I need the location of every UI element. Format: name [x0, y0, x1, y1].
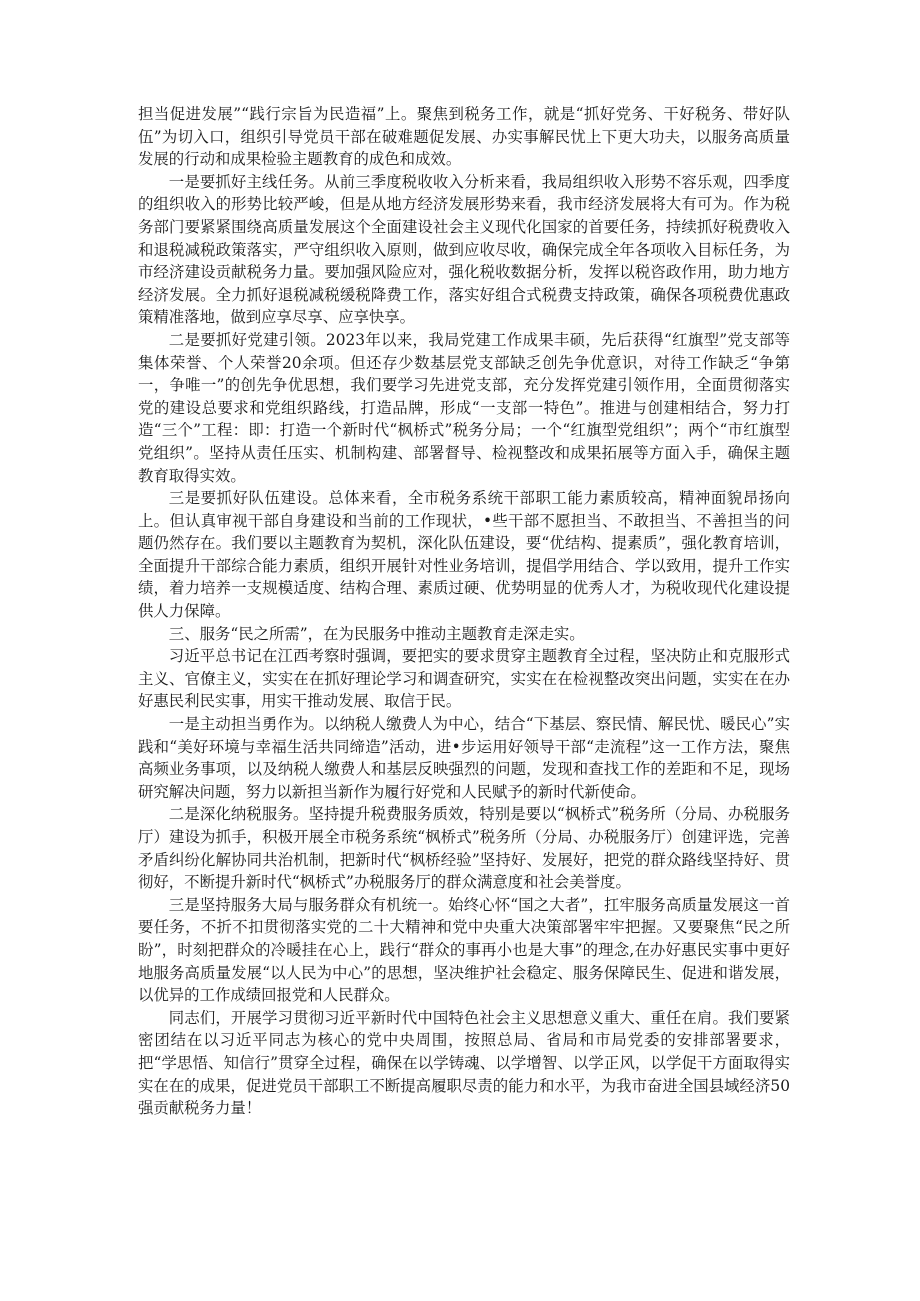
paragraph-jiangxi-inspection: 习近平总书记在江西考察时强调，要把实的要求贯穿主题教育全过程，坚决防止和克服形式主义、官僚主义，实实在在抓好理论学习和调查研究，实实在在检视整改突出问题，实实在在办好惠民利民实事，用实干推动发展、取信于民。	[138, 647, 790, 711]
section-heading-serve-people: 三、服务“民之所需”，在为民服务中推动主题教育走深走实。	[168, 624, 585, 643]
paragraph-party-building: 二是要抓好党建引领。2023年以来，我局党建工作成果丰硕，先后获得“红旗型”党支部等集体荣誉、个人荣誉20余项。但还存少数基层党支部缺乏创先争优意识，对待工作缺乏“争第一，争唯一”的创先争优思想，我们要学习先进党支部，充分发挥党建引领作用，全面贯彻落实党的建设总要求和党组织路线，打造品牌，形成“一支部一特色”。推进与创建相结合，努力打造“三个”工程：即：打造一个新时代“枫桥式”税务分局；一个“红旗型党组织”；两个“市红旗型党组织”。坚持从责任压实、机制构建、部署督导、检视整改和成果拓展等方面入手，确保主题教育取得实效。	[138, 330, 790, 485]
paragraph-team-building: 三是要抓好队伍建设。总体来看，全市税务系统干部职工能力素质较高，精神面貌昂扬向上。但认真审视干部自身建设和当前的工作现状，•些干部不愿担当、不敢担当、不善担当的问题仍然存在。我们要以主题教育为契机，深化队伍建设，要“优结构、提素质”，强化教育培训，全面提升干部综合能力素质，组织开展针对性业务培训，提倡学用结合、学以致用，提升工作实绩，着力培养一支规模适度、结构合理、素质过硬、优势明显的优秀人才，为税收现代化建设提供人力保障。	[138, 489, 790, 621]
paragraph-tax-service: 二是深化纳税服务。坚持提升税费服务质效，特别是要以“枫桥式”税务所（分局、办税服务厅）建设为抓手，积极开展全市税务系统“枫桥式”税务所（分局、办税服务厅）创建评选，完善矛盾纠纷化解协同共治机制，把新时代“枫桥经验”坚持好、发展好，把党的群众路线坚持好、贯彻好，不断提升新时代“枫桥式”办税服务厅的群众满意度和社会美誉度。	[138, 805, 790, 892]
paragraph-serve-overall: 三是坚持服务大局与服务群众有机统一。始终心怀“国之大者”，扛牢服务高质量发展这一首要任务，不折不扣贯彻落实党的二十大精神和党中央重大决策部署牢牢把握。又要聚焦“民之所盼”，时刻把群众的冷暖挂在心上，践行“群众的事再小也是大事”的理念,在办好惠民实事中更好地服务高质量发展“以人民为中心”的思想，坚决维护社会稳定、服务保障民生、促进和谐发展，以优异的工作成绩回报党和人民群众。	[138, 895, 790, 1005]
paragraph-take-responsibility: 一是主动担当勇作为。以纳税人缴费人为中心，结合“下基层、察民情、解民忧、暖民心”实践和“美好环境与幸福生活共同缔造”活动，进•步运用好领导干部“走流程”这一工作方法，聚焦高频业务事项，以及纳税人缴费人和基层反映强烈的问题，发现和查找工作的差距和不足，现场研究解决问题，努力以新担当新作为履行好党和人民赋予的新时代新使命。	[138, 715, 790, 801]
paragraph-continuation: 担当促进发展”“践行宗旨为民造福”上。聚焦到税务工作，就是“抓好党务、干好税务、带好队伍”为切入口，组织引导党员干部在破难题促发展、办实事解民忧上下更大功夫，以服务高质量发展的行动和成果检验主题教育的成色和成效。	[138, 105, 790, 169]
paragraph-main-task: 一是要抓好主线任务。从前三季度税收收入分析来看，我局组织收入形势不容乐观，四季度的组织收入的形势比较严峻，但是从地方经济发展形势来看，我市经济发展将大有可为。作为税务部门要紧紧围绕高质量发展这个全面建设社会主义现代化国家的首要任务，持续抓好税费收入和退税减税政策落实，严守组织收入原则，做到应收尽收，确保完成全年各项收入目标任务，为市经济建设贡献税务力量。要加强风险应对，强化税收数据分析，发挥以税咨政作用，助力地方经济发展。全力抓好退税减税缓税降费工作，落实好组合式税费支持政策，确保各项税费优惠政策精准落地，做到应享尽享、应享快享。	[138, 172, 790, 327]
paragraph-closing: 同志们，开展学习贯彻习近平新时代中国特色社会主义思想意义重大、重任在肩。我们要紧密团结在以习近平同志为核心的党中央周围，按照总局、省局和市局党委的安排部署要求，把“学思悟、知信行”贯穿全过程，确保在以学铸魂、以学增智、以学正风，以学促干方面取得实实在在的成果，促进党员干部职工不断提高履职尽责的能力和水平，为我市奋进全国县域经济50强贡献税务力量！	[138, 1008, 790, 1118]
document-body	[138, 103, 790, 1120]
